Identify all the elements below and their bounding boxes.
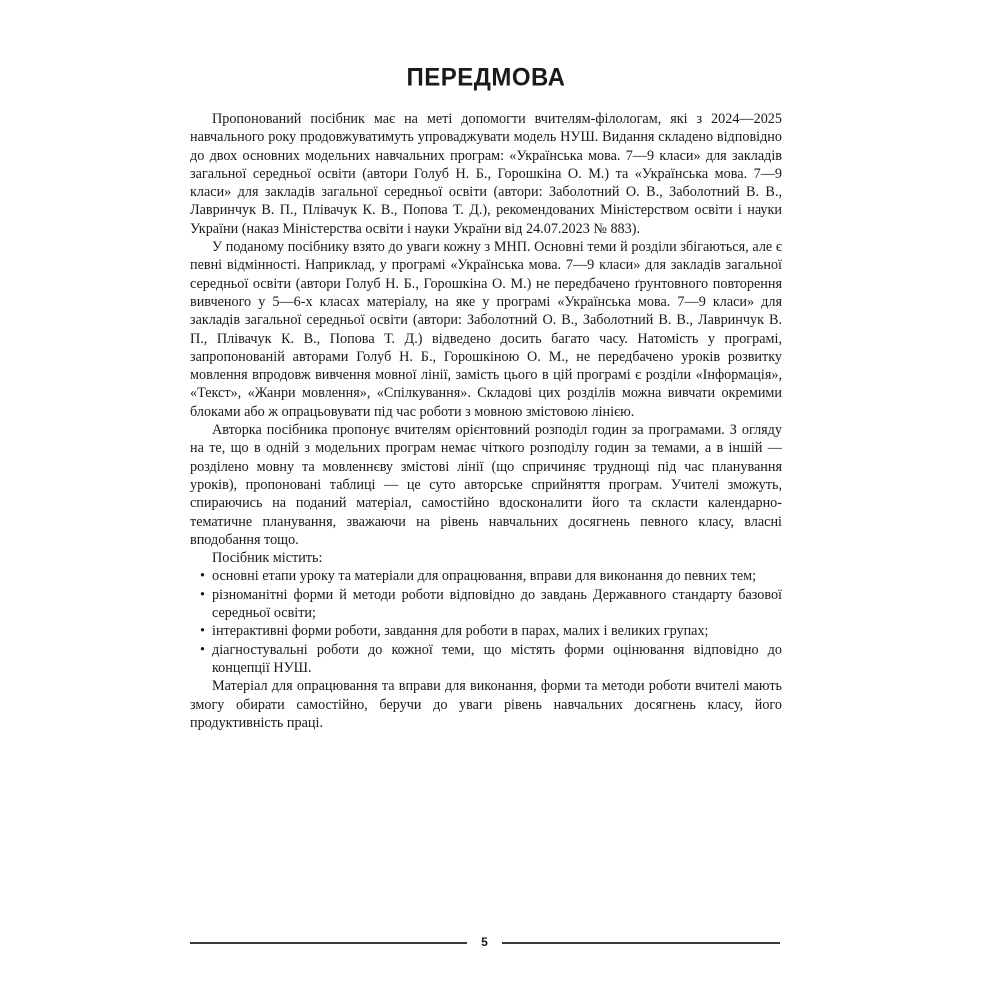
page-number: 5 xyxy=(481,935,488,949)
bullet-icon: • xyxy=(200,641,205,658)
closing-paragraph: Матеріал для опрацювання та вправи для виконання, форми та методи роботи вчителі мають змогу обирати самостійно, беручи до уваги рівень навчальних досягнень класу, його продуктивність праці. xyxy=(190,678,782,731)
document-page xyxy=(190,64,782,732)
list-item-text: інтерактивні форми роботи, завдання для роботи в парах, малих і великих групах; xyxy=(212,623,709,640)
bullet-icon: • xyxy=(200,568,205,585)
footer-rule-left xyxy=(190,942,467,944)
paragraph: Авторка посібника пропонує вчителям орієнтовний розподіл годин за програмами. З огляду на те, що в одній з модельних програм немає чіткого розподілу годин за темами, а в іншій — розділено мовну та мовленнєву змістові лінії (що спричиняє труднощі під час планування уроків), пропоновані таблиці — це суто авторське сприйняття програм. Учителі зможуть, спираючись на поданий матеріал, самостійно вдосконалити його та скласти календарно-тематичне планування, зважаючи на рівень навчальних досягнень певного класу, власні вподобання тощо. xyxy=(190,422,782,548)
bullet-icon: • xyxy=(200,623,205,640)
list-intro: Посібник містить: xyxy=(212,550,323,567)
list-item xyxy=(200,567,782,585)
list-item xyxy=(200,622,782,640)
paragraph: Пропонований посібник має на меті допомогти вчителям-філологам, які з 2024—2025 навчального року продовжуватимуть упроваджувати модель НУШ. Видання складено відповідно до двох основних модельних навчальних програм: «Українська мова. 7—9 класи» для закладів загальної середньої освіти (автори Голуб Н. Б., Горошкіна О. М.) та «Українська мова. 7—9 класи» для закладів загальної середньої освіти (автори: Заболотний О. В., Заболотний В. В., Лавринчук В. П., Плівачук К. В., Попова Т. Д.), рекомендованих Міністерством освіти і науки України (наказ Міністерства освіти і науки України від 24.07.2023 № 883). xyxy=(190,111,782,237)
list-item xyxy=(200,586,782,623)
page-footer xyxy=(190,935,780,951)
footer-rule-right xyxy=(502,942,780,944)
list-item-text: діагностувальні роботи до кожної теми, що містять форми оцінювання відповідно до концепції НУШ. xyxy=(212,641,782,676)
list-item-text: основні етапи уроку та матеріали для опрацювання, вправи для виконання до певних тем; xyxy=(212,568,757,585)
features-list xyxy=(190,567,782,677)
list-item xyxy=(200,641,782,678)
page-title: ПЕРЕДМОВА xyxy=(406,63,566,92)
bullet-icon: • xyxy=(200,586,205,603)
list-item-text: різноманітні форми й методи роботи відповідно до завдань Державного стандарту базової середньої освіти; xyxy=(212,586,782,622)
preface-body xyxy=(190,110,782,732)
paragraph: У поданому посібнику взято до уваги кожну з МНП. Основні теми й розділи збігаються, але є певні відмінності. Наприклад, у програмі «Українська мова. 7—9 класи» для закладів загальної середньої освіти (автори Голуб Н. Б., Горошкіна О. М.) не передбачено ґрунтовного повторення вивченого у 5—6-х класах матеріалу, на яке у програмі «Українська мова. 7—9 класи» для закладів загальної середньої освіти (автори: Заболотний О. В., Заболотний В. В., Лавринчук В. П., Плівачук К. В., Попова Т. Д.) відведено досить багато часу. Натомість у програмі, запропонованій авторами Голуб Н. Б., Горошкіною О. М., не передбачено уроків розвитку мовлення впродовж вивчення мовної лінії, замість цього в цій програмі є розділи «Інформація», «Текст», «Жанри мовлення», «Спілкування». Складові цих розділів можна вивчати окремими блоками або ж опрацьовувати під час роботи з мовною змістовою лінією. xyxy=(190,239,782,420)
